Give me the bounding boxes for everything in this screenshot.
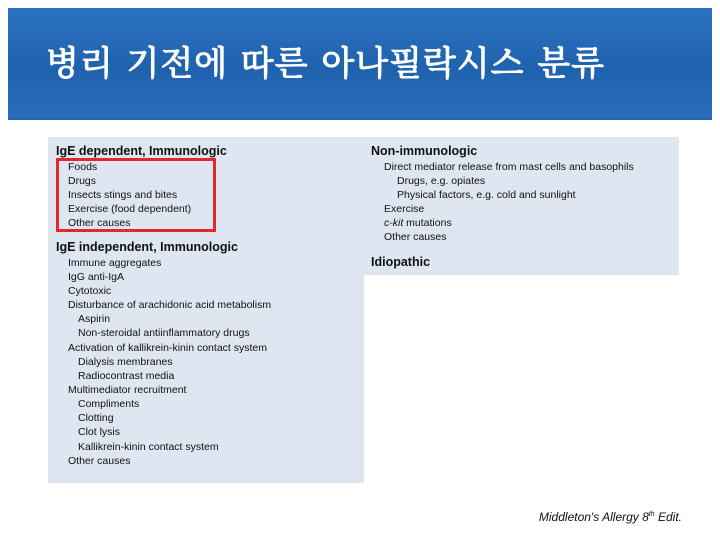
citation-text: Middleton's Allergy 8: [538, 510, 649, 524]
list-item: Drugs, e.g. opiates: [397, 175, 486, 187]
ckit-suffix: mutations: [403, 217, 452, 229]
section-title-idiopathic: Idiopathic: [371, 255, 431, 269]
list-item: Physical factors, e.g. cold and sunlight: [397, 189, 576, 201]
slide-title: 병리 기전에 따른 아나필락시스 분류: [46, 44, 606, 84]
citation-superscript: th: [648, 511, 655, 518]
title-banner: [8, 8, 712, 120]
list-item: Cytotoxic: [68, 285, 112, 297]
list-item: Multimediator recruitment: [68, 384, 187, 396]
list-item: Other causes: [384, 231, 447, 243]
list-item: Radiocontrast media: [78, 370, 175, 382]
list-item: Dialysis membranes: [78, 356, 173, 368]
citation-suffix: Edit.: [654, 510, 682, 524]
list-item: Clotting: [78, 412, 114, 424]
list-item: Drugs: [68, 175, 97, 187]
citation: [539, 510, 682, 524]
list-item: Compliments: [78, 398, 140, 410]
ckit-label: c-kit: [384, 217, 404, 229]
section-title-non-immunologic: Non-immunologic: [371, 144, 478, 158]
list-item: Other causes: [68, 217, 131, 229]
list-item: Clot lysis: [78, 426, 121, 438]
list-item: Kallikrein-kinin contact system: [78, 441, 219, 453]
list-item: Other causes: [68, 455, 131, 467]
list-item: Aspirin: [78, 313, 111, 325]
list-item: Disturbance of arachidonic acid metabolism: [68, 299, 272, 311]
list-item: Immune aggregates: [68, 257, 162, 269]
list-item-ckit: [384, 217, 452, 229]
list-item: Insects stings and bites: [68, 189, 178, 201]
list-item: Direct mediator release from mast cells and basophils: [384, 161, 634, 173]
highlight-box: [56, 158, 216, 232]
list-item: Activation of kallikrein-kinin contact system: [68, 342, 267, 354]
list-item: Foods: [68, 161, 98, 173]
list-item: IgG anti-IgA: [68, 271, 125, 283]
section-title-ige-independent: IgE independent, Immunologic: [56, 240, 238, 254]
list-item: Exercise (food dependent): [68, 203, 192, 215]
list-item: Exercise: [384, 203, 425, 215]
list-item: Non-steroidal antiinflammatory drugs: [78, 327, 250, 339]
section-title-ige-dependent: IgE dependent, Immunologic: [56, 144, 227, 158]
